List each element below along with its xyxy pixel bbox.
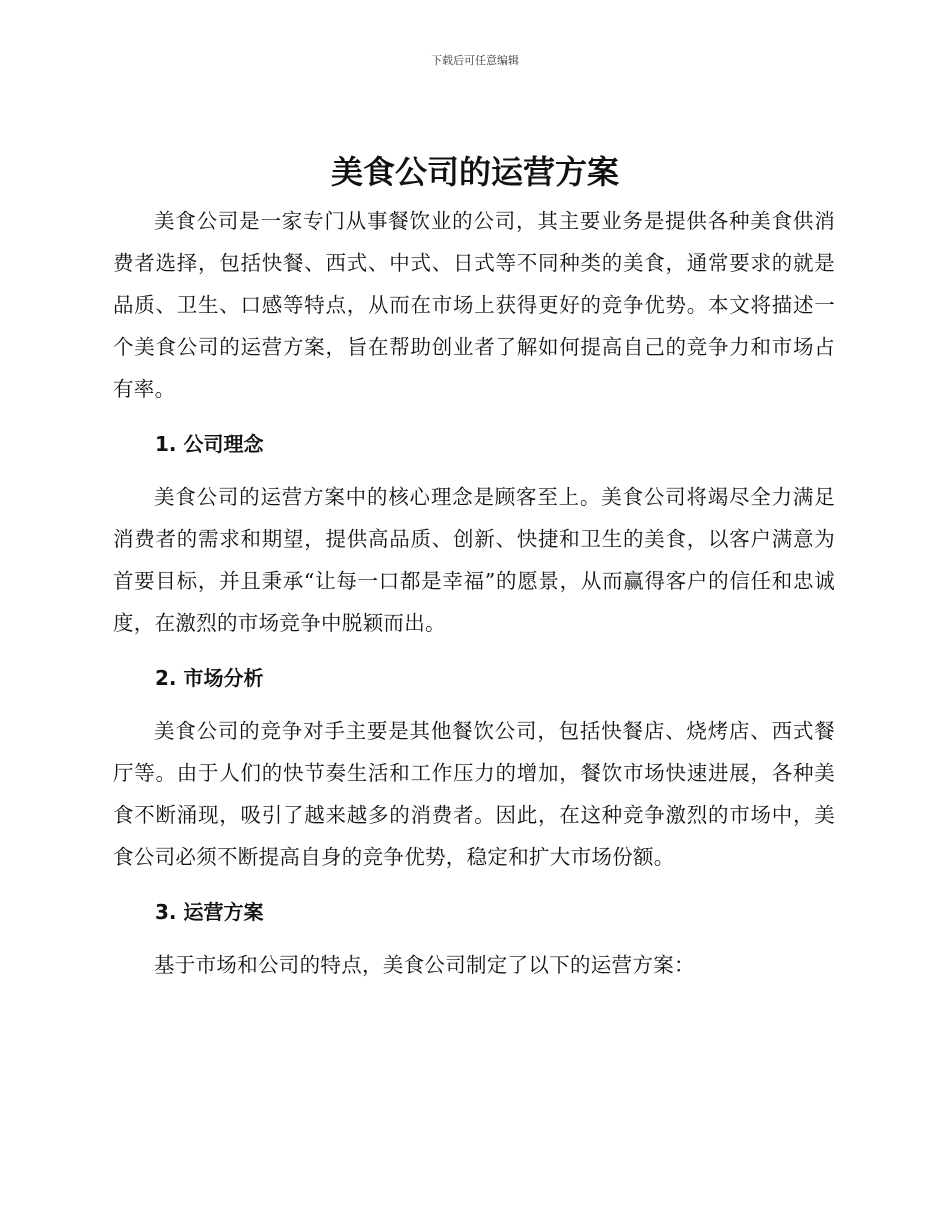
section-paragraph-operation-plan: 基于市场和公司的特点，美食公司制定了以下的运营方案： (154, 953, 695, 977)
document-title: 美食公司的运营方案 (330, 153, 619, 191)
section-paragraph-philosophy: 美食公司的运营方案中的核心理念是顾客至上。美食公司将竭尽全力满足消费者的需求和期望，提供高品质、创新、快捷和卫生的美食，以客户满意为首要目标，并且秉承“让每一口都是幸福”的愿景，从而赢得客户的信任和忠诚度，在激烈的市场竞争中脱颖而出。 (113, 485, 835, 635)
section-heading-operation-plan: 3. 运营方案 (155, 900, 264, 924)
header-note: 下载后可任意编辑 (431, 54, 519, 67)
document-body (113, 200, 835, 986)
intro-paragraph: 美食公司是一家专门从事餐饮业的公司，其主要业务是提供各种美食供消费者选择，包括快餐、西式、中式、日式等不同种类的美食，通常要求的就是品质、卫生、口感等特点，从而在市场上获得更好的竞争优势。本文将描述一个美食公司的运营方案，旨在帮助创业者了解如何提高自己的竞争力和市场占有率。 (113, 209, 835, 401)
section-heading-philosophy: 1. 公司理念 (155, 432, 264, 456)
section-paragraph-market-analysis: 美食公司的竞争对手主要是其他餐饮公司，包括快餐店、烧烤店、西式餐厅等。由于人们的快节奏生活和工作压力的增加，餐饮市场快速进展，各种美食不断涌现，吸引了越来越多的消费者。因此，在这种竞争激烈的市场中，美食公司必须不断提高自身的竞争优势，稳定和扩大市场份额。 (113, 719, 835, 869)
section-heading-market-analysis: 2. 市场分析 (155, 666, 264, 690)
